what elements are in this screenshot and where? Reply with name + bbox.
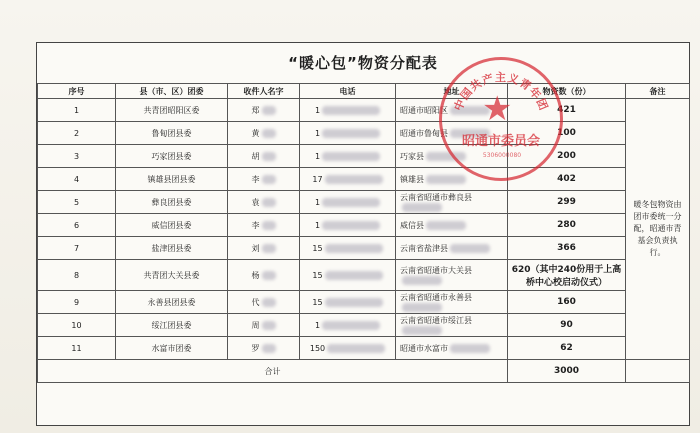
cell-unit — [116, 291, 228, 314]
cell-phone-text: 1 — [314, 320, 321, 330]
table-row — [38, 122, 690, 145]
cell-address — [396, 314, 508, 337]
redaction-blur — [262, 221, 276, 230]
cell-phone-text: 1 — [314, 197, 321, 207]
redaction-blur — [402, 203, 442, 212]
cell-quantity — [508, 260, 626, 291]
cell-recipient — [228, 237, 300, 260]
redaction-blur — [322, 321, 380, 330]
cell-phone-text: 1 — [314, 220, 321, 230]
cell-quantity-text: 366 — [557, 243, 576, 253]
cell-unit-text: 威信团县委 — [151, 220, 192, 230]
cell-index-text: 5 — [73, 197, 80, 207]
cell-remark: 暖冬包物资由团市委统一分配，昭通市青基会负责执行。 — [626, 99, 690, 360]
cell-quantity — [508, 314, 626, 337]
cell-index-text: 2 — [73, 128, 80, 138]
cell-index — [38, 145, 116, 168]
allocation-sheet — [36, 42, 690, 426]
cell-quantity — [508, 168, 626, 191]
redaction-blur — [402, 303, 442, 312]
cell-unit-text: 永善县团县委 — [147, 297, 196, 307]
header-recipient: 收件人名字 — [228, 84, 300, 99]
cell-index-text: 1 — [73, 105, 80, 115]
redaction-blur — [426, 221, 466, 230]
cell-quantity — [508, 145, 626, 168]
cell-index-text: 7 — [73, 243, 80, 253]
cell-unit — [116, 260, 228, 291]
total-label: 合计 — [38, 360, 508, 383]
cell-recipient-text: 代 — [251, 297, 260, 307]
cell-unit — [116, 337, 228, 360]
cell-phone-text: 1 — [314, 151, 321, 161]
redaction-blur — [426, 175, 466, 184]
table-row — [38, 145, 690, 168]
redaction-blur — [322, 106, 380, 115]
redaction-blur — [325, 298, 383, 307]
redaction-blur — [262, 244, 276, 253]
cell-recipient — [228, 214, 300, 237]
cell-index — [38, 237, 116, 260]
cell-index — [38, 260, 116, 291]
cell-index — [38, 214, 116, 237]
redaction-blur — [322, 129, 380, 138]
cell-quantity-text: 620（其中240份用于上高桥中心校启动仪式） — [511, 265, 622, 288]
table-row — [38, 214, 690, 237]
cell-recipient-text: 刘 — [251, 243, 260, 253]
cell-address — [396, 168, 508, 191]
redaction-blur — [450, 344, 490, 353]
cell-index-text: 8 — [73, 270, 80, 280]
cell-recipient — [228, 168, 300, 191]
cell-index-text: 4 — [73, 174, 80, 184]
cell-address — [396, 99, 508, 122]
cell-address — [396, 191, 508, 214]
redaction-blur — [322, 198, 380, 207]
table-row — [38, 99, 690, 122]
redaction-blur — [325, 271, 383, 280]
cell-phone — [300, 145, 396, 168]
cell-recipient-text: 杨 — [251, 270, 260, 280]
cell-phone — [300, 337, 396, 360]
cell-address — [396, 214, 508, 237]
cell-address — [396, 237, 508, 260]
cell-address-text: 昭通市水富市 — [400, 343, 448, 353]
table-header-row — [38, 84, 690, 99]
cell-quantity — [508, 337, 626, 360]
cell-address-text: 镇雄县 — [400, 174, 424, 184]
cell-recipient — [228, 314, 300, 337]
table-row — [38, 314, 690, 337]
table-row — [38, 337, 690, 360]
redaction-blur — [325, 175, 383, 184]
cell-unit-text: 共青团昭阳区委 — [143, 105, 200, 115]
table-row — [38, 291, 690, 314]
cell-unit-text: 水富市团委 — [151, 343, 192, 353]
cell-quantity-text: 100 — [557, 128, 576, 138]
seal-bottom-text: 昭通市委员会 — [461, 134, 540, 149]
cell-phone-text: 150 — [309, 343, 326, 353]
total-remark-empty — [626, 360, 690, 383]
seal-star-icon: ★ — [482, 89, 513, 129]
cell-address — [396, 260, 508, 291]
cell-quantity-text: 160 — [557, 297, 576, 307]
redaction-blur — [262, 321, 276, 330]
cell-index — [38, 99, 116, 122]
cell-unit — [116, 237, 228, 260]
cell-index-text: 9 — [73, 297, 80, 307]
cell-quantity-text: 421 — [557, 105, 576, 115]
redaction-blur — [325, 244, 383, 253]
cell-recipient-text: 郑 — [251, 105, 260, 115]
cell-address-text: 昭通市鲁甸县 — [400, 128, 448, 138]
redaction-blur — [322, 152, 380, 161]
cell-address — [396, 337, 508, 360]
cell-address-text: 云南省昭通市大关县 — [400, 266, 472, 275]
cell-phone-text: 15 — [312, 297, 323, 307]
cell-phone-text: 1 — [314, 105, 321, 115]
cell-unit — [116, 191, 228, 214]
cell-unit-text: 绥江团县委 — [151, 320, 192, 330]
total-quantity: 3000 — [508, 360, 626, 383]
cell-phone-text: 17 — [312, 174, 323, 184]
header-phone: 电话 — [300, 84, 396, 99]
cell-unit-text: 鲁甸团县委 — [151, 128, 192, 138]
cell-address — [396, 291, 508, 314]
redaction-blur — [262, 106, 276, 115]
redaction-blur — [262, 298, 276, 307]
cell-address-text: 云南省盐津县 — [400, 243, 448, 253]
cell-unit — [116, 145, 228, 168]
cell-index — [38, 122, 116, 145]
redaction-blur — [327, 344, 385, 353]
cell-unit — [116, 122, 228, 145]
cell-quantity-text: 90 — [560, 320, 573, 330]
redaction-blur — [262, 129, 276, 138]
cell-recipient-text: 李 — [251, 174, 260, 184]
cell-recipient-text: 黄 — [251, 128, 260, 138]
redaction-blur — [322, 221, 380, 230]
redaction-blur — [262, 175, 276, 184]
total-row — [38, 360, 690, 383]
cell-quantity-text: 62 — [560, 343, 573, 353]
cell-phone — [300, 122, 396, 145]
cell-quantity — [508, 191, 626, 214]
document-title: “暖心包”物资分配表 — [288, 54, 438, 72]
cell-phone — [300, 168, 396, 191]
cell-index-text: 6 — [73, 220, 80, 230]
cell-recipient — [228, 122, 300, 145]
redaction-blur — [426, 152, 466, 161]
cell-unit-text: 盐津团县委 — [151, 243, 192, 253]
cell-unit-text: 巧家团县委 — [151, 151, 192, 161]
cell-address-text: 昭通市昭阳区 — [400, 105, 448, 115]
cell-phone — [300, 291, 396, 314]
cell-recipient — [228, 260, 300, 291]
redaction-blur — [402, 326, 442, 335]
header-address: 地址 — [396, 84, 508, 99]
cell-quantity — [508, 237, 626, 260]
cell-address-text: 威信县 — [400, 220, 424, 230]
cell-phone — [300, 99, 396, 122]
svg-text:中国共产主义青年团: 中国共产主义青年团 — [451, 71, 551, 113]
cell-address-text: 巧家县 — [400, 151, 424, 161]
cell-recipient-text: 胡 — [251, 151, 260, 161]
cell-quantity-text: 402 — [557, 174, 576, 184]
cell-quantity — [508, 122, 626, 145]
cell-phone — [300, 237, 396, 260]
cell-recipient — [228, 145, 300, 168]
redaction-blur — [262, 198, 276, 207]
cell-recipient — [228, 337, 300, 360]
cell-recipient — [228, 191, 300, 214]
header-unit: 县（市、区）团委 — [116, 84, 228, 99]
cell-address — [396, 122, 508, 145]
cell-index — [38, 191, 116, 214]
cell-quantity-text: 200 — [557, 151, 576, 161]
redaction-blur — [402, 276, 442, 285]
cell-index — [38, 168, 116, 191]
cell-unit-text: 共青团大关县委 — [143, 270, 200, 280]
table-row — [38, 237, 690, 260]
table-row — [38, 260, 690, 291]
cell-recipient — [228, 99, 300, 122]
cell-quantity — [508, 99, 626, 122]
redaction-blur — [450, 129, 490, 138]
cell-index-text: 11 — [71, 343, 82, 353]
cell-quantity — [508, 291, 626, 314]
cell-address-text: 云南省昭通市永善县 — [400, 293, 472, 302]
cell-recipient-text: 袁 — [251, 197, 260, 207]
cell-unit — [116, 168, 228, 191]
header-index: 序号 — [38, 84, 116, 99]
cell-quantity-text: 299 — [557, 197, 576, 207]
cell-index — [38, 314, 116, 337]
cell-unit — [116, 99, 228, 122]
redaction-blur — [262, 344, 276, 353]
header-quantity: 物资数（份） — [508, 84, 626, 99]
cell-phone-text: 1 — [314, 128, 321, 138]
cell-index-text: 10 — [71, 320, 82, 330]
cell-quantity-text: 280 — [557, 220, 576, 230]
cell-recipient — [228, 291, 300, 314]
redaction-blur — [262, 271, 276, 280]
cell-unit-text: 镇雄县团县委 — [147, 174, 196, 184]
cell-unit — [116, 314, 228, 337]
cell-recipient-text: 李 — [251, 220, 260, 230]
cell-phone — [300, 314, 396, 337]
cell-phone-text: 15 — [312, 243, 323, 253]
table-row — [38, 168, 690, 191]
cell-address-text: 云南省昭通市彝良县 — [400, 193, 472, 202]
allocation-table — [37, 83, 690, 383]
cell-address-text: 云南省昭通市绥江县 — [400, 316, 472, 325]
cell-unit-text: 彝良团县委 — [151, 197, 192, 207]
cell-phone — [300, 260, 396, 291]
redaction-blur — [450, 106, 490, 115]
cell-quantity — [508, 214, 626, 237]
cell-recipient-text: 罗 — [251, 343, 260, 353]
redaction-blur — [262, 152, 276, 161]
cell-index-text: 3 — [73, 151, 80, 161]
cell-index — [38, 337, 116, 360]
header-remark: 备注 — [626, 84, 690, 99]
cell-phone — [300, 214, 396, 237]
cell-phone — [300, 191, 396, 214]
seal-code: 5306000080 — [482, 152, 522, 159]
cell-phone-text: 15 — [312, 270, 323, 280]
cell-unit — [116, 214, 228, 237]
table-row — [38, 191, 690, 214]
redaction-blur — [450, 244, 490, 253]
cell-address — [396, 145, 508, 168]
cell-index — [38, 291, 116, 314]
cell-recipient-text: 周 — [251, 320, 260, 330]
